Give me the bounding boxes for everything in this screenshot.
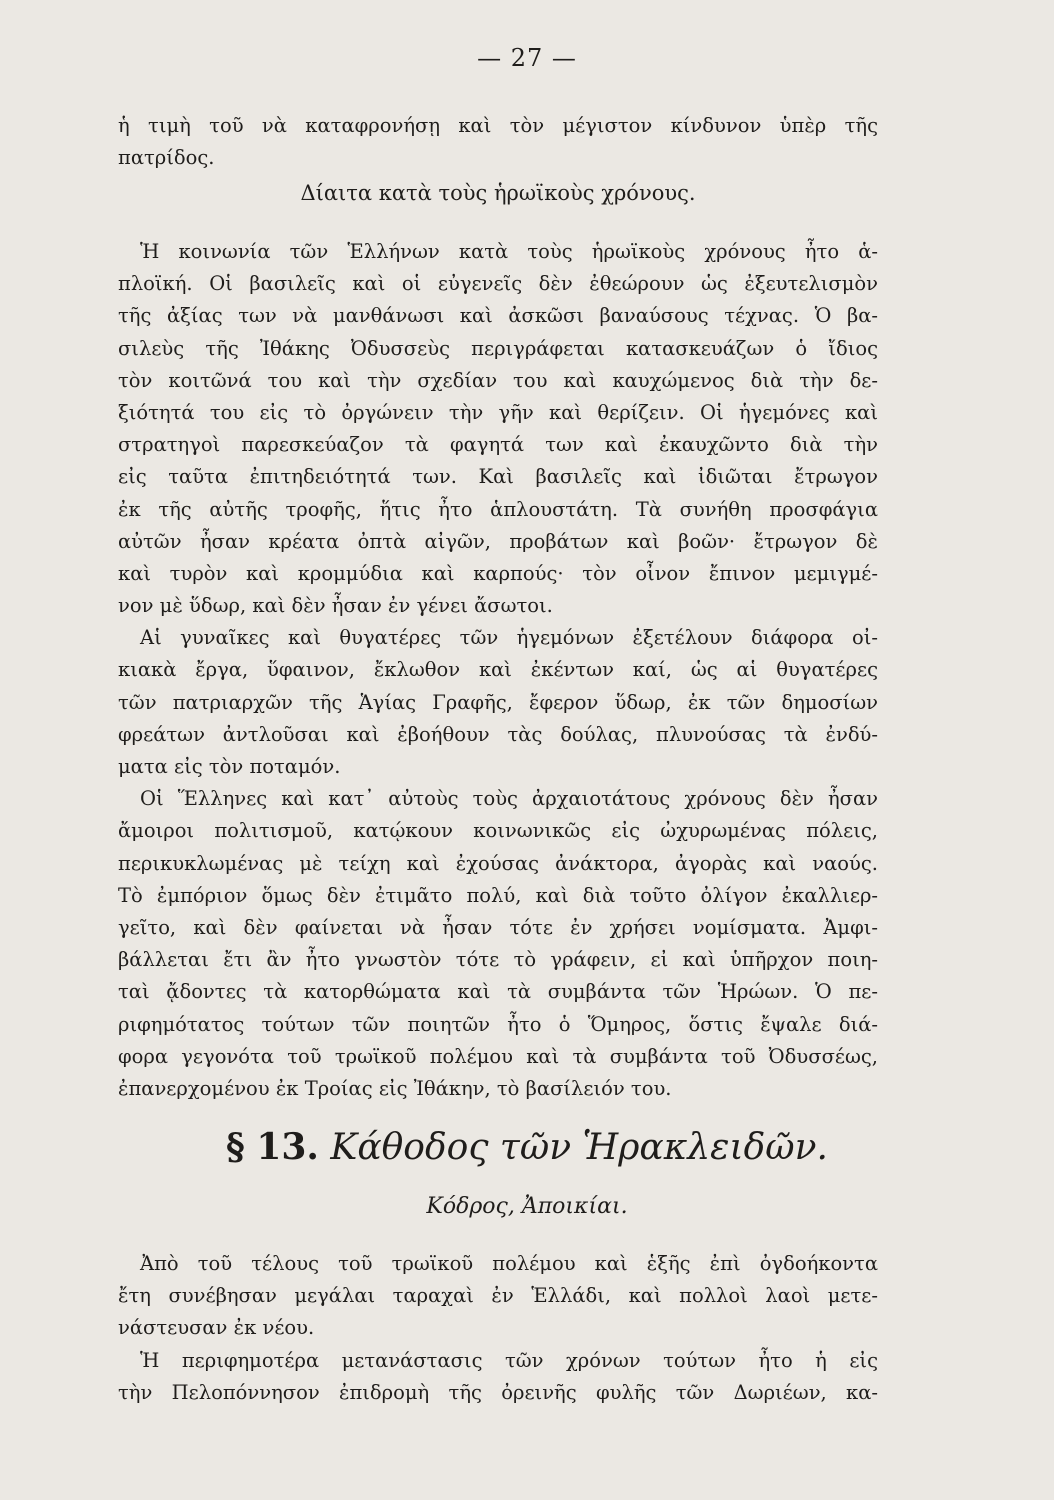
text-line: στρατηγοὶ παρεσκεύαζον τὰ φαγητά των καὶ ἐκαυχῶντο διὰ τὴν <box>118 433 878 457</box>
text-line: καὶ τυρὸν καὶ κρομμύδια καὶ καρπούς· τὸν οἶνον ἔπινον μεμιγμέ- <box>118 561 878 585</box>
text-line: Ἡ περιφημοτέρα μετανάστασις τῶν χρόνων τούτων ἦτο ἡ εἰς <box>140 1348 878 1372</box>
section-heading <box>0 1122 1054 1173</box>
text-line: αὐτῶν ἦσαν κρέατα ὀπτὰ αἰγῶν, προβάτων καὶ βοῶν· ἔτρωγον δὲ <box>118 529 878 553</box>
paragraph-continuation <box>118 110 878 174</box>
text-line: ἔτη συνέβησαν μεγάλαι ταραχαὶ ἐν Ἑλλάδι, καὶ πολλοὶ λαοὶ μετε- <box>118 1284 878 1308</box>
text-line: Οἱ Ἕλληνες καὶ κατ᾽ αὐτοὺς τοὺς ἀρχαιοτάτους χρόνους δὲν ἦσαν <box>140 787 878 811</box>
text-line: ριφημότατος τούτων τῶν ποιητῶν ἦτο ὁ Ὅμηρος, ὅστις ἔψαλε διά- <box>118 1012 878 1036</box>
text-line: κιακὰ ἔργα, ὕφαινον, ἔκλωθον καὶ ἐκέντων καί, ὡς αἱ θυγατέρες <box>118 658 878 682</box>
section-text <box>118 1248 878 1409</box>
section-subtitle: Κόδρος, Ἀποικίαι. <box>426 1194 628 1219</box>
text-line: ματα εἰς τὸν ποταμόν. <box>118 755 341 778</box>
text-line: ἐκ τῆς αὐτῆς τροφῆς, ἥτις ἦτο ἁπλουστάτη. Τὰ συνήθη προσφάγια <box>118 497 878 521</box>
text-line: ἡ τιμὴ τοῦ νὰ καταφρονήσῃ καὶ τὸν μέγιστον κίνδυνον ὑπὲρ τῆς <box>118 114 878 137</box>
text-line: Τὸ ἐμπόριον ὅμως δὲν ἐτιμᾶτο πολύ, καὶ διὰ τοῦτο ὀλίγον ἐκαλλιερ- <box>118 883 878 907</box>
subheading-text: Δίαιτα κατὰ τοὺς ἡρωϊκοὺς χρόνους. <box>300 181 696 205</box>
text-line: ἄμοιροι πολιτισμοῦ, κατῴκουν κοινωνικῶς εἰς ὠχυρωμένας πόλεις, <box>118 819 878 843</box>
text-line: πατρίδος. <box>118 146 215 170</box>
page-number: — 27 — <box>477 44 577 72</box>
text-line: τῆς ἀξίας των νὰ μανθάνωσι καὶ ἀσκῶσι βαναύσους τέχνας. Ὁ βα- <box>118 304 878 328</box>
text-line: τῶν πατριαρχῶν τῆς Ἁγίας Γραφῆς, ἔφερον ὕδωρ, ἐκ τῶν δημοσίων <box>118 690 878 714</box>
text-line: βάλλεται ἔτι ἂν ἦτο γνωστὸν τότε τὸ γράφειν, εἰ καὶ ὑπῆρχον ποιη- <box>118 948 878 972</box>
text-line: σιλεὺς τῆς Ἰθάκης Ὀδυσσεὺς περιγράφεται κατασκευάζων ὁ ἴδιος <box>118 336 878 360</box>
text-line: φορα γεγονότα τοῦ τρωϊκοῦ πολέμου καὶ τὰ συμβάντα τοῦ Ὀδυσσέως, <box>118 1044 878 1068</box>
main-text <box>118 236 878 1105</box>
text-line: ἐπανερχομένου ἐκ Τροίας εἰς Ἰθάκην, τὸ βασίλειόν του. <box>118 1076 672 1100</box>
text-line: πλοϊκή. Οἱ βασιλεῖς καὶ οἱ εὐγενεῖς δὲν ἐθεώρουν ὡς ἐξευτελισμὸν <box>118 272 878 296</box>
subheading <box>118 176 878 210</box>
section-symbol: § <box>226 1126 245 1168</box>
text-line: γεῖτο, καὶ δὲν φαίνεται νὰ ἦσαν τότε ἐν χρήσει νομίσματα. Ἀμφι- <box>118 915 878 939</box>
text-line: τὸν κοιτῶνά του καὶ τὴν σχεδίαν του καὶ καυχώμενος διὰ τὴν δε- <box>118 368 878 392</box>
text-line: Ἀπὸ τοῦ τέλους τοῦ τρωϊκοῦ πολέμου καὶ ἑξῆς ἐπὶ ὀγδοήκοντα <box>140 1252 878 1275</box>
text-line: περικυκλωμένας μὲ τείχη καὶ ἐχούσας ἀνάκτορα, ἀγορὰς καὶ ναούς. <box>118 851 878 875</box>
section-title: Κάθοδος τῶν Ἡρακλειδῶν. <box>330 1127 828 1168</box>
text-line: φρεάτων ἀντλοῦσαι καὶ ἐβοήθουν τὰς δούλας, πλυνούσας τὰ ἐνδύ- <box>118 722 878 746</box>
section-number: 13. <box>256 1126 319 1168</box>
text-line: νάστευσαν ἐκ νέου. <box>118 1316 315 1340</box>
text-line: νον μὲ ὕδωρ, καὶ δὲν ἦσαν ἐν γένει ἄσωτοι. <box>118 594 553 618</box>
text-line: ξιότητά του εἰς τὸ ὀργώνειν τὴν γῆν καὶ θερίζειν. Οἱ ἡγεμόνες καὶ <box>118 400 878 424</box>
text-line: Αἱ γυναῖκες καὶ θυγατέρες τῶν ἡγεμόνων ἐξετέλουν διάφορα οἰ- <box>140 626 878 650</box>
text-line: Ἡ κοινωνία τῶν Ἑλλήνων κατὰ τοὺς ἡρωϊκοὺς χρόνους ἦτο ἁ- <box>140 240 878 263</box>
text-line: ταὶ ᾄδοντες τὰ κατορθώματα καὶ τὰ συμβάντα τῶν Ἡρώων. Ὁ πε- <box>118 980 878 1004</box>
text-line: εἰς ταῦτα ἐπιτηδειότητά των. Καὶ βασιλεῖς καὶ ἰδιῶται ἔτρωγον <box>118 465 878 489</box>
text-line: τὴν Πελοπόννησον ἐπιδρομὴ τῆς ὀρεινῆς φυλῆς τῶν Δωριέων, κα- <box>118 1380 878 1404</box>
